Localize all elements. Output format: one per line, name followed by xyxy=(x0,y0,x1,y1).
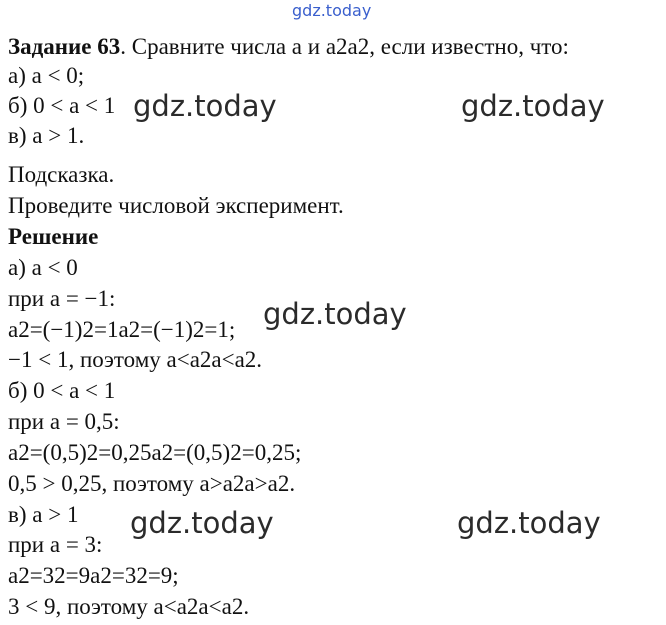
watermark: gdz.today xyxy=(133,89,277,123)
condition-c: в) a > 1. xyxy=(8,123,85,148)
solution-heading: Решение xyxy=(8,224,99,249)
solution-line: a2=(−1)2=1a2=(−1)2=1; xyxy=(8,317,236,342)
watermark: gdz.today xyxy=(263,297,407,331)
solution-line: при a = 0,5: xyxy=(8,409,120,434)
watermark: gdz.today xyxy=(130,506,274,540)
solution-line: −1 < 1, поэтому a<a2a<a2. xyxy=(8,347,263,372)
condition-a: а) a < 0; xyxy=(8,63,85,88)
solution-line: 3 < 9, поэтому a<a2a<a2. xyxy=(8,594,250,619)
watermark: gdz.today xyxy=(461,89,605,123)
task-heading xyxy=(8,34,569,60)
solution-line: a2=32=9a2=32=9; xyxy=(8,563,179,588)
header-watermark: gdz.today xyxy=(292,1,372,20)
solution-line: при a = −1: xyxy=(8,286,116,311)
task-title: Задание 63 xyxy=(8,34,121,59)
condition-b: б) 0 < a < 1 xyxy=(8,93,116,118)
solution-line: 0,5 > 0,25, поэтому a>a2a>a2. xyxy=(8,471,296,496)
solution-line: a2=(0,5)2=0,25a2=(0,5)2=0,25; xyxy=(8,440,302,465)
solution-line: в) a > 1 xyxy=(8,502,79,527)
task-question: . Сравните числа a и a2a2, если известно, что: xyxy=(120,34,569,59)
solution-line: при a = 3: xyxy=(8,532,103,557)
hint-label: Подсказка. xyxy=(8,162,115,187)
solution-line: а) a < 0 xyxy=(8,255,78,280)
hint-text: Проведите числовой эксперимент. xyxy=(8,193,344,218)
watermark: gdz.today xyxy=(457,506,601,540)
solution-line: б) 0 < a < 1 xyxy=(8,378,116,403)
